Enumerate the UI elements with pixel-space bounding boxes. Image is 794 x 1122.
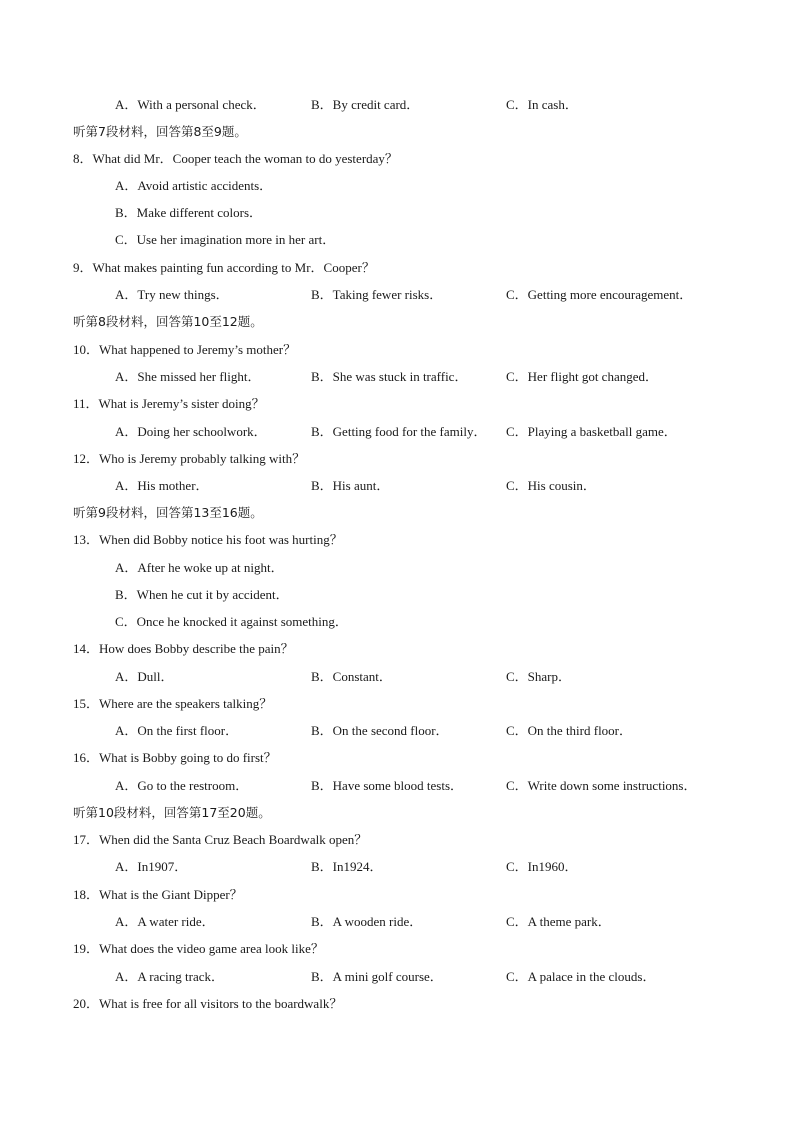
question-20: [0, 994, 794, 1014]
section-heading-8: [0, 312, 794, 332]
question-8: [0, 149, 794, 169]
options-row: [0, 95, 794, 115]
option-c: C．On the third floor．: [506, 723, 633, 738]
options-row: [0, 912, 794, 932]
option-b: B．Getting food for the family．: [311, 424, 487, 439]
option-b: B．On the second floor．: [311, 723, 449, 738]
option-a: A．In1907．: [115, 859, 188, 874]
options-row: [0, 721, 794, 741]
section-heading-7: [0, 122, 794, 142]
section-heading-9: [0, 503, 794, 523]
option-b: B．By credit card．: [311, 97, 420, 112]
question-text: 20．What is free for all visitors to the boardwalk？: [73, 996, 343, 1011]
question-text: 14．How does Bobby describe the pain？: [73, 641, 294, 656]
option-c: C．Sharp．: [506, 669, 572, 684]
option-c: C．A theme park．: [506, 914, 611, 929]
question-11: [0, 394, 794, 414]
option-a: A．A water ride．: [115, 914, 215, 929]
question-18: [0, 885, 794, 905]
option-c: C．In cash．: [506, 97, 578, 112]
option-c: C．Use her imagination more in her art．: [115, 232, 336, 247]
section-heading: 听第10段材料，回答第17至20题。: [73, 805, 271, 820]
option-c: C．Write down some instructions．: [506, 778, 697, 793]
options-row: [0, 422, 794, 442]
option-c: C．Once he knocked it against something．: [115, 614, 348, 629]
option-a: A．Avoid artistic accidents．: [115, 178, 273, 193]
option-b: B．When he cut it by accident．: [115, 587, 289, 602]
question-9: [0, 258, 794, 278]
question-text: 12．Who is Jeremy probably talking with？: [73, 451, 306, 466]
question-12: [0, 449, 794, 469]
question-19: [0, 939, 794, 959]
question-text: 8．What did Mr．Cooper teach the woman to do yesterday？: [73, 151, 398, 166]
section-heading: 听第7段材料，回答第8至9题。: [73, 124, 247, 139]
question-17: [0, 830, 794, 850]
question-text: 15．Where are the speakers talking？: [73, 696, 273, 711]
option-a: A．His mother．: [115, 478, 209, 493]
question-text: 19．What does the video game area look like？: [73, 941, 324, 956]
option-b: B．Make different colors．: [115, 205, 263, 220]
options-row: [0, 967, 794, 987]
option-row: [0, 585, 794, 605]
option-row: [0, 203, 794, 223]
question-text: 11．What is Jeremy’s sister doing？: [73, 396, 265, 411]
option-b: B．In1924．: [311, 859, 383, 874]
option-a: A．Dull．: [115, 669, 174, 684]
options-row: [0, 667, 794, 687]
options-row: [0, 285, 794, 305]
section-heading-10: [0, 803, 794, 823]
option-a: A．After he woke up at night．: [115, 560, 284, 575]
option-row: [0, 230, 794, 250]
option-b: B．His aunt．: [311, 478, 390, 493]
option-c: C．A palace in the clouds．: [506, 969, 656, 984]
options-row: [0, 857, 794, 877]
section-heading: 听第9段材料，回答第13至16题。: [73, 505, 263, 520]
question-text: 18．What is the Giant Dipper？: [73, 887, 243, 902]
option-b: B．A mini golf course．: [311, 969, 443, 984]
options-row: [0, 367, 794, 387]
option-a: A．Go to the restroom．: [115, 778, 249, 793]
option-a: A．She missed her flight．: [115, 369, 261, 384]
option-c: C．Getting more encouragement．: [506, 287, 693, 302]
question-10: [0, 340, 794, 360]
option-c: C．Playing a basketball game．: [506, 424, 677, 439]
option-b: B．Taking fewer risks．: [311, 287, 443, 302]
option-c: C．Her flight got changed．: [506, 369, 658, 384]
question-15: [0, 694, 794, 714]
option-c: C．His cousin．: [506, 478, 596, 493]
question-16: [0, 748, 794, 768]
question-text: 17．When did the Santa Cruz Beach Boardwalk open？: [73, 832, 368, 847]
question-text: 13．When did Bobby notice his foot was hurting？: [73, 532, 343, 547]
question-13: [0, 530, 794, 550]
section-heading: 听第8段材料，回答第10至12题。: [73, 314, 263, 329]
option-a: A．Doing her schoolwork．: [115, 424, 267, 439]
option-b: B．Constant．: [311, 669, 392, 684]
option-b: B．Have some blood tests．: [311, 778, 464, 793]
question-text: 10．What happened to Jeremy’s mother？: [73, 342, 297, 357]
option-b: B．A wooden ride．: [311, 914, 423, 929]
option-a: A．Try new things．: [115, 287, 229, 302]
option-row: [0, 176, 794, 196]
option-row: [0, 558, 794, 578]
option-b: B．She was stuck in traffic．: [311, 369, 468, 384]
question-text: 16．What is Bobby going to do first？: [73, 750, 277, 765]
option-c: C．In1960．: [506, 859, 578, 874]
options-row: [0, 776, 794, 796]
option-a: A．On the first floor．: [115, 723, 239, 738]
options-row: [0, 476, 794, 496]
option-a: A．A racing track．: [115, 969, 225, 984]
option-a: A．With a personal check．: [115, 97, 266, 112]
option-row: [0, 612, 794, 632]
question-text: 9．What makes painting fun according to Mr．Cooper？: [73, 260, 375, 275]
question-14: [0, 639, 794, 659]
